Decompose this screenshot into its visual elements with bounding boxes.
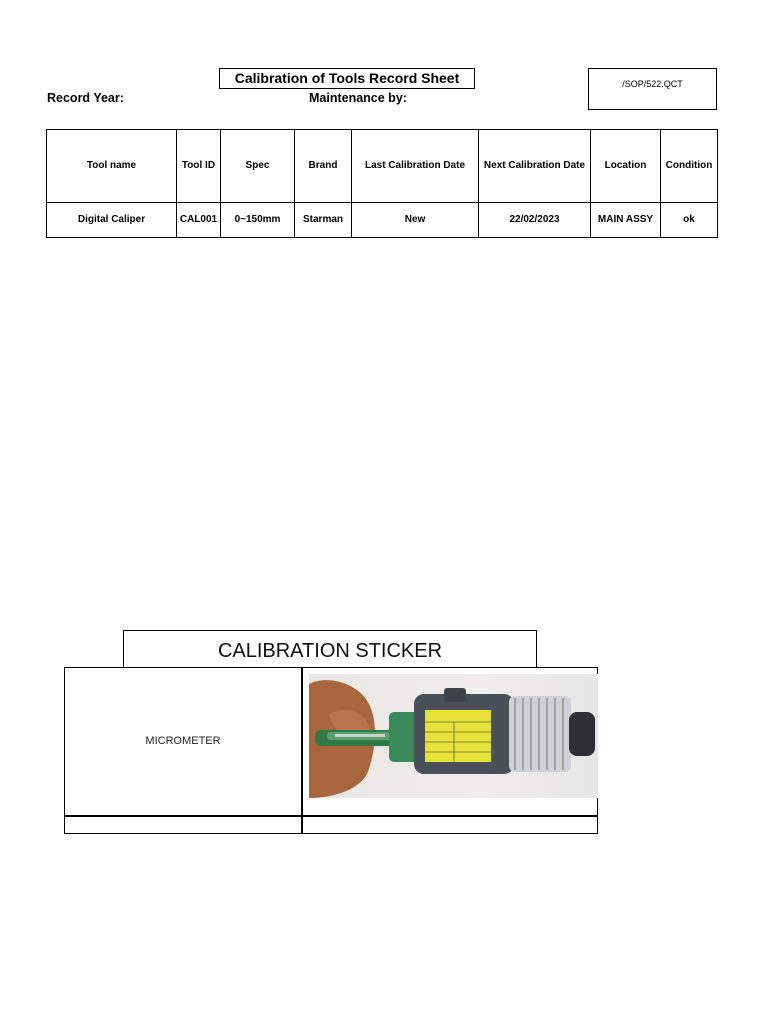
grid-divider: [301, 668, 303, 833]
sticker-grid: [64, 667, 598, 834]
column-header: Location: [591, 130, 661, 203]
table-cell: ok: [661, 202, 718, 237]
table-header-row: [47, 130, 718, 203]
micrometer-illustration: [309, 674, 598, 798]
tool-label: MICROMETER: [145, 735, 221, 747]
micrometer-photo: [309, 674, 598, 798]
tools-table: [46, 129, 718, 238]
table-row: [47, 202, 718, 237]
column-header: Last Calibration Date: [352, 130, 479, 203]
sticker-section-title: CALIBRATION STICKER: [123, 630, 537, 668]
table-cell: 0~150mm: [221, 202, 295, 237]
record-year-label: Record Year:: [47, 91, 124, 105]
sheet-title: Calibration of Tools Record Sheet: [219, 68, 475, 89]
table-cell: 22/02/2023: [479, 202, 591, 237]
column-header: Spec: [221, 130, 295, 203]
document-code: /SOP/522.QCT: [588, 68, 717, 110]
table-cell: Digital Caliper: [47, 202, 177, 237]
table-cell: MAIN ASSY: [591, 202, 661, 237]
column-header: Condition: [661, 130, 718, 203]
maintenance-label: Maintenance by:: [309, 91, 407, 105]
column-header: Tool name: [47, 130, 177, 203]
column-header: Next Calibration Date: [479, 130, 591, 203]
grid-divider: [65, 815, 597, 817]
column-header: Brand: [295, 130, 352, 203]
table-cell: New: [352, 202, 479, 237]
table-cell: Starman: [295, 202, 352, 237]
column-header: Tool ID: [177, 130, 221, 203]
table-cell: CAL001: [177, 202, 221, 237]
